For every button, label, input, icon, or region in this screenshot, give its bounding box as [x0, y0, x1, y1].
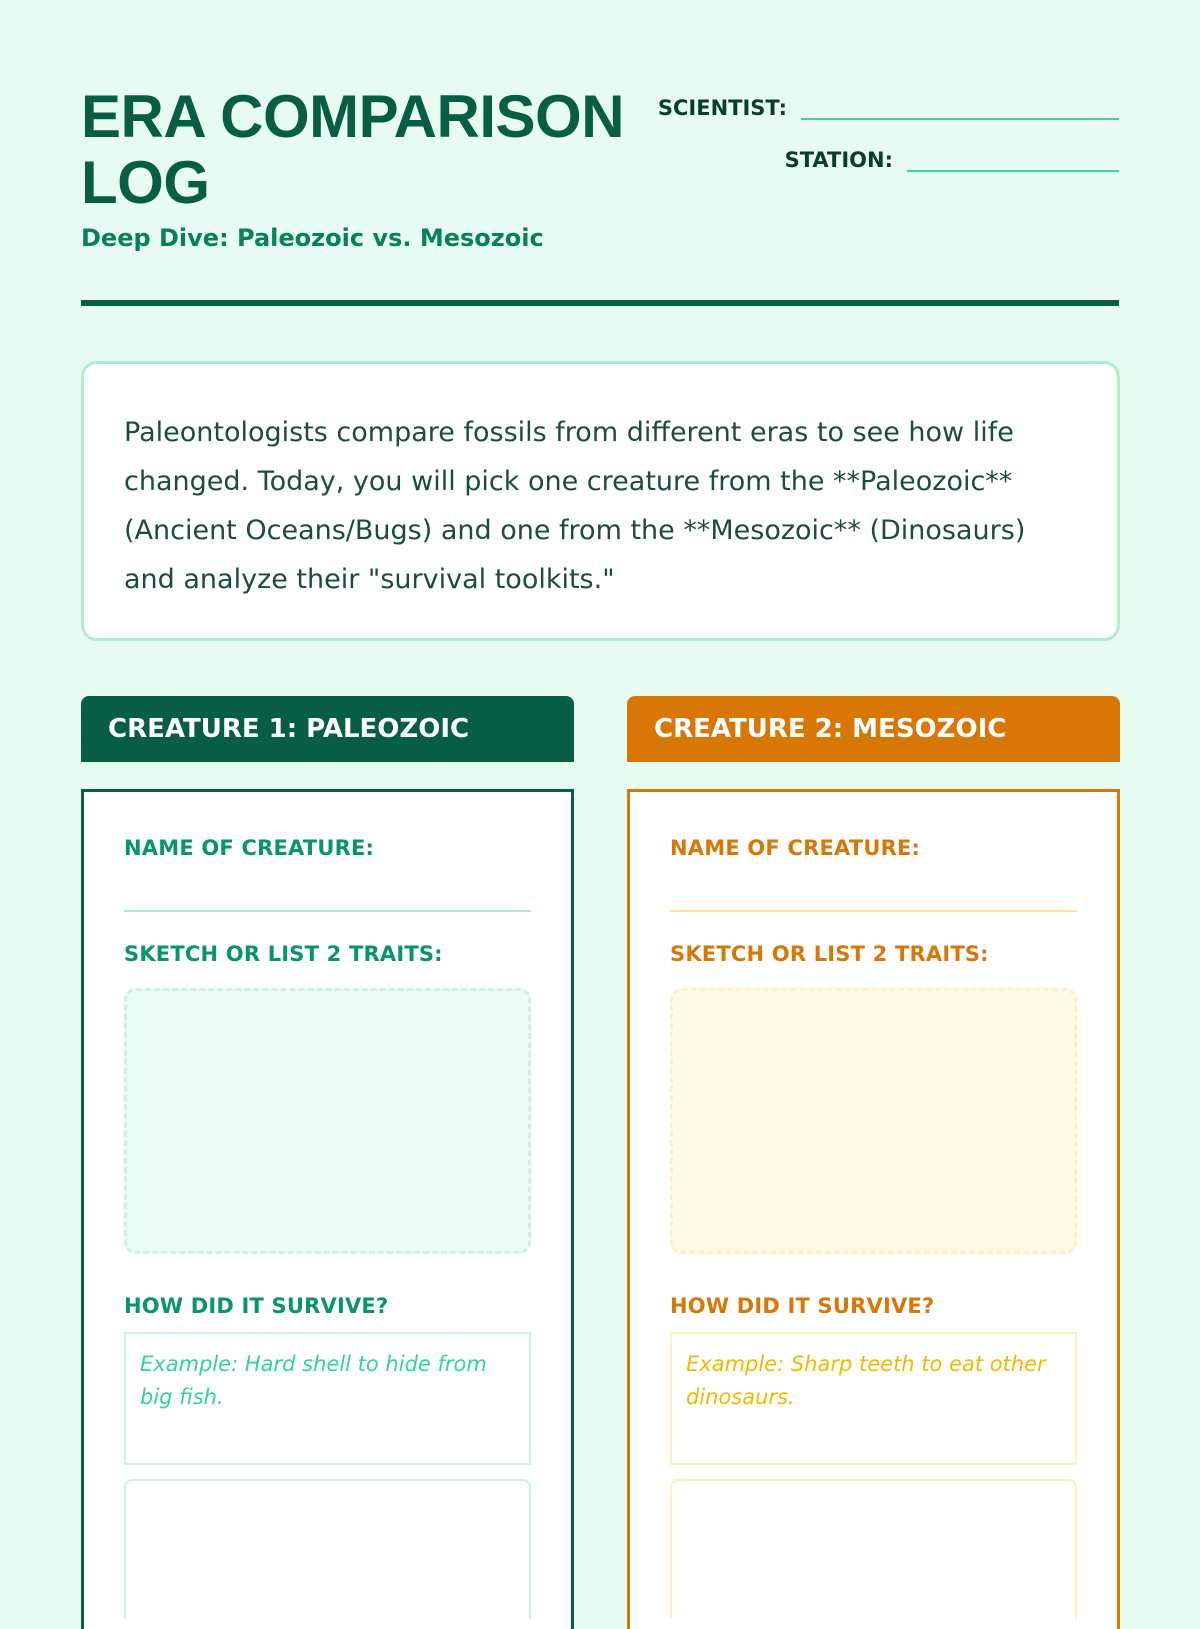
scientist-row [658, 86, 1119, 120]
intro-text: Paleontologists compare fossils from different eras to see how life changed. Today, you will pick one creature from the **Paleozoic** (Ancient Oceans/Bugs) and one from the **Mesozoic** (Dinosaurs) and analyze their "survival toolkits." [124, 417, 1026, 595]
creature-2-heading: CREATURE 2: MESOZOIC [627, 696, 1120, 762]
header-divider [81, 300, 1119, 306]
creature-2-extra-input[interactable] [670, 1479, 1077, 1619]
header [81, 0, 1119, 310]
scientist-label: SCIENTIST: [657, 96, 787, 120]
station-row [785, 138, 1119, 172]
creature-2-sketch-label: SKETCH OR LIST 2 TRAITS: [670, 942, 989, 966]
intro-box [81, 361, 1120, 641]
station-label: STATION: [784, 148, 893, 172]
creature-1-name-input[interactable] [124, 860, 531, 912]
creature-2-name-input[interactable] [670, 860, 1077, 912]
creature-1-survive-label: HOW DID IT SURVIVE? [124, 1294, 389, 1318]
creature-1-survive-input[interactable]: Example: Hard shell to hide from big fish. [124, 1332, 531, 1465]
creature-2-survive-input[interactable]: Example: Sharp teeth to eat other dinosaurs. [670, 1332, 1077, 1465]
creature-1-name-label: NAME OF CREATURE: [124, 836, 375, 860]
creature-1-column [81, 696, 574, 1629]
creature-2-card [627, 789, 1120, 1629]
page-subtitle: Deep Dive: Paleozoic vs. Mesozoic [81, 224, 544, 252]
creature-1-sketch-label: SKETCH OR LIST 2 TRAITS: [124, 942, 443, 966]
creature-1-extra-input[interactable] [124, 1479, 531, 1619]
creature-2-name-label: NAME OF CREATURE: [670, 836, 921, 860]
creature-2-survive-label: HOW DID IT SURVIVE? [670, 1294, 935, 1318]
page-title: ERA COMPARISON LOG [81, 83, 625, 216]
creature-1-heading: CREATURE 1: PALEOZOIC [81, 696, 574, 762]
creature-2-sketch-area[interactable] [670, 988, 1077, 1254]
creature-2-column [627, 696, 1120, 1629]
station-input[interactable] [907, 138, 1119, 172]
creature-1-card [81, 789, 574, 1629]
creature-1-sketch-area[interactable] [124, 988, 531, 1254]
scientist-input[interactable] [801, 86, 1119, 120]
